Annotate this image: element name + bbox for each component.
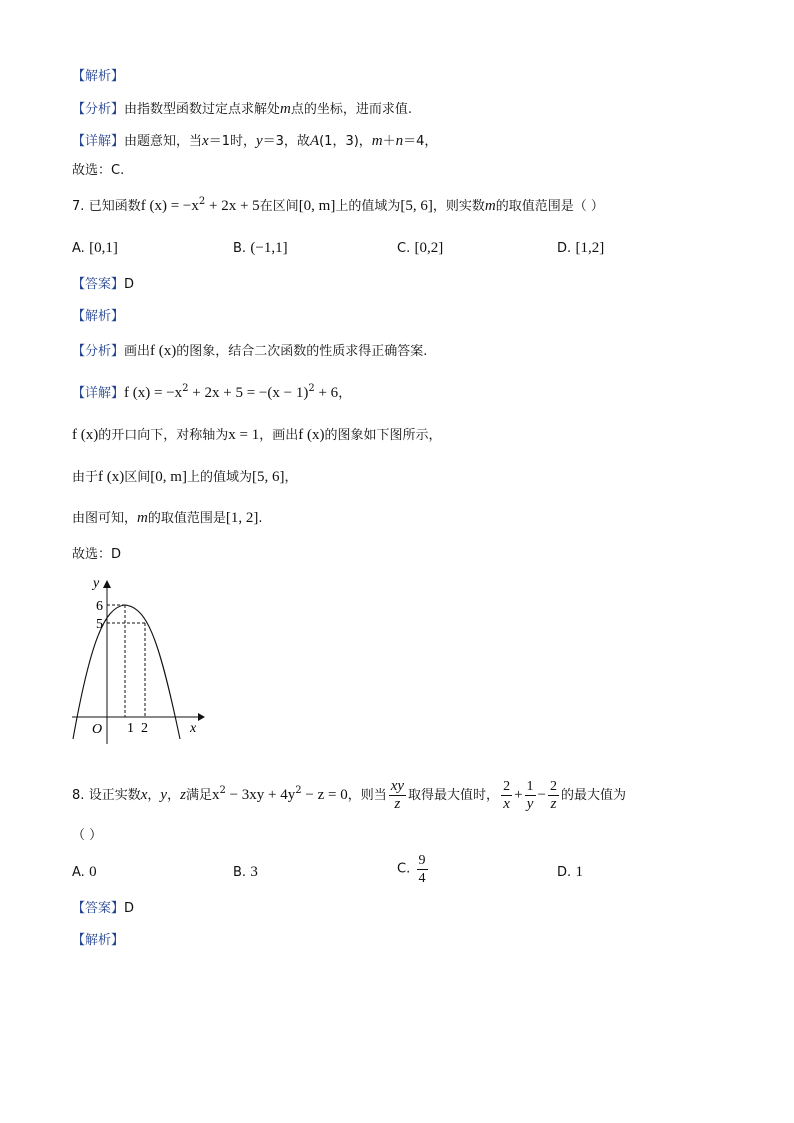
option-label: A. (72, 865, 85, 880)
exponent: 2 (308, 383, 315, 394)
range: [5, 6] (251, 469, 285, 485)
fenxi-text: 由指数型函数过定点求解处 (124, 102, 281, 117)
y-label: y (93, 576, 100, 591)
step-text-c: 上的值域为 (186, 470, 252, 485)
step-text-c: 的图象如下图所示， (324, 428, 442, 443)
detail-tag: 【详解】 (72, 134, 125, 149)
fenxi-text-end: 点的坐标，进而求值. (290, 102, 413, 117)
detail-line (72, 131, 437, 152)
step-2 (72, 467, 297, 488)
exponent: 2 (295, 785, 302, 796)
fenxi-line-2 (72, 341, 427, 362)
option-label: B. (233, 865, 247, 880)
fraction-xy-z (389, 778, 406, 813)
fraction-9-4 (417, 852, 428, 887)
answer-value: D (124, 277, 135, 292)
fenxi-text-b: 的图象，结合二次函数的性质求得正确答案. (176, 344, 428, 359)
tick-5: 5 (96, 617, 103, 632)
answer-value: D (124, 901, 135, 916)
analysis-heading-3 (72, 930, 124, 951)
var-n: n (395, 133, 404, 149)
range: [1, 2] (225, 510, 259, 526)
question-8-paren: （ ） (72, 828, 103, 843)
tick-1: 1 (127, 721, 134, 736)
parabola-curve (73, 605, 180, 739)
option-label: D. (557, 865, 572, 880)
choice-c: 故选：C. (72, 163, 125, 178)
option-b[interactable] (233, 238, 288, 259)
exponent: 2 (219, 785, 226, 796)
answer-line-2 (72, 898, 134, 919)
plus-sign: + (514, 787, 523, 803)
y-axis-arrow (103, 580, 111, 588)
option-d[interactable] (557, 238, 604, 259)
option-label: C. (397, 861, 411, 877)
frac-denominator: z (550, 796, 557, 812)
expr-part1: f (x) = −x (124, 385, 183, 401)
fraction-1-y (525, 778, 536, 813)
question-8-stem (72, 778, 626, 813)
punct: ， (147, 788, 161, 803)
frac-denominator: y (526, 796, 534, 812)
analysis-heading (72, 66, 124, 87)
detail-text-b: ＝1时， (208, 134, 256, 149)
detail-tag: 【详解】 (72, 386, 125, 401)
minus-sign: − (537, 787, 546, 803)
function-expr: f (x) = −x (140, 198, 199, 214)
interval: [0, m] (150, 469, 187, 485)
expr-part2: + 2x + 5 = −(x − 1) (188, 385, 309, 401)
frac-numerator: 9 (418, 853, 426, 868)
detail-text: 由题意知，当 (124, 134, 203, 149)
var-m: m (371, 133, 383, 149)
frac-numerator: 2 (550, 779, 557, 794)
exponent: 2 (182, 383, 189, 394)
frac-numerator: xy (390, 778, 405, 794)
punct: . (258, 511, 263, 526)
answer-tag: 【答案】 (72, 277, 125, 292)
choice-d: 故选：D (72, 547, 122, 562)
step-text-b: 区间 (124, 470, 151, 485)
stem-text-d: 取得最大值时， (408, 788, 500, 803)
x-axis-arrow (198, 713, 205, 721)
expr-part3: + 6 (314, 385, 339, 401)
option-value: [0,2] (414, 240, 444, 256)
stem-text-c: 上的值域为 (335, 199, 401, 214)
point-A: A (309, 133, 320, 149)
option-a[interactable] (72, 862, 97, 883)
tick-6: 6 (96, 599, 103, 614)
fraction-2-z (548, 778, 559, 813)
analysis-tag: 【解析】 (72, 933, 125, 948)
step-text-b: ，画出 (259, 428, 299, 443)
var-y: y (160, 787, 168, 803)
step-text-b: 的取值范围是 (147, 511, 226, 526)
detail-text-f: ＝4， (403, 134, 438, 149)
option-c[interactable] (397, 852, 430, 887)
stem-text-b: 在区间 (259, 199, 299, 214)
answer-tag: 【答案】 (72, 901, 125, 916)
frac-denominator: z (394, 796, 401, 812)
axis-eq: x = 1 (228, 427, 260, 443)
question-number: 8. (72, 788, 85, 803)
tick-2: 2 (141, 721, 148, 736)
var-x: x (202, 133, 209, 149)
frac-denominator: 4 (418, 871, 426, 886)
analysis-tag: 【解析】 (72, 309, 125, 324)
function-fx: f (x) (150, 343, 177, 359)
option-value: [1,2] (575, 240, 605, 256)
var-y: y (255, 133, 263, 149)
detail-line-2 (72, 383, 351, 404)
function-fx: f (x) (98, 469, 125, 485)
analysis-tag: 【解析】 (72, 69, 125, 84)
detail-text-d: (1，3)， (319, 134, 372, 149)
option-label: A. (72, 241, 85, 256)
frac-denominator: x (503, 796, 510, 812)
option-a[interactable] (72, 238, 118, 259)
option-label: D. (557, 241, 572, 256)
option-value: 0 (89, 864, 97, 880)
stem-text-e: 的最大值为 (561, 788, 627, 803)
step-text: 由图可知， (72, 511, 138, 526)
var-m: m (280, 101, 291, 117)
exponent: 2 (198, 196, 206, 207)
stem-text: 设正实数 (88, 788, 141, 803)
step-1 (72, 425, 442, 446)
var-x: x (140, 787, 148, 803)
equation-part2: − 3xy + 4y (225, 787, 296, 803)
fenxi-tag: 【分析】 (72, 102, 125, 117)
punct: ， (338, 386, 352, 401)
x-label: x (190, 721, 197, 736)
function-expr-tail: + 2x + 5 (205, 198, 260, 214)
range: [5, 6] (400, 198, 433, 214)
function-fx: f (x) (72, 427, 99, 443)
option-b[interactable] (233, 862, 258, 883)
stem-text-e: 的取值范围是（ ） (495, 199, 604, 214)
fenxi-tag: 【分析】 (72, 344, 125, 359)
analysis-heading-2 (72, 306, 124, 327)
frac-numerator: 2 (503, 779, 511, 794)
step-text: 由于 (72, 470, 99, 485)
var-m: m (137, 510, 148, 526)
fenxi-text: 画出 (124, 344, 151, 359)
answer-line (72, 274, 134, 295)
stem-text-b: 满足 (185, 788, 212, 803)
function-fx: f (x) (298, 427, 325, 443)
fenxi-line (72, 99, 412, 120)
stem-text-c: ，则当 (347, 788, 387, 803)
equation-part1: x (211, 787, 220, 803)
plus-sign: ＋ (382, 134, 396, 149)
origin-label: O (92, 722, 103, 737)
step-3 (72, 508, 263, 529)
option-value: 1 (575, 864, 583, 880)
question-7-stem (72, 196, 604, 217)
punct: ， (284, 470, 298, 485)
option-d[interactable] (557, 862, 583, 883)
option-c[interactable] (397, 238, 443, 259)
question-number: 7. (72, 199, 85, 214)
punct: ， (167, 788, 181, 803)
fraction-2-x (501, 778, 512, 813)
var-m: m (484, 198, 496, 214)
stem-text-d: ，则实数 (432, 199, 485, 214)
detail-text-c: ＝3，故 (262, 134, 310, 149)
equation-part3: − z = 0 (301, 787, 348, 803)
option-label: B. (233, 241, 247, 256)
parabola-graph (68, 574, 208, 744)
option-value: (−1,1] (250, 240, 288, 256)
frac-numerator: 1 (526, 779, 534, 794)
var-z: z (180, 787, 186, 803)
stem-text: 已知函数 (88, 199, 141, 214)
option-label: C. (397, 241, 411, 256)
option-value: [0,1] (89, 240, 118, 256)
interval: [0, m] (298, 198, 336, 214)
option-value: 3 (250, 864, 258, 880)
step-text: 的开口向下，对称轴为 (98, 428, 229, 443)
